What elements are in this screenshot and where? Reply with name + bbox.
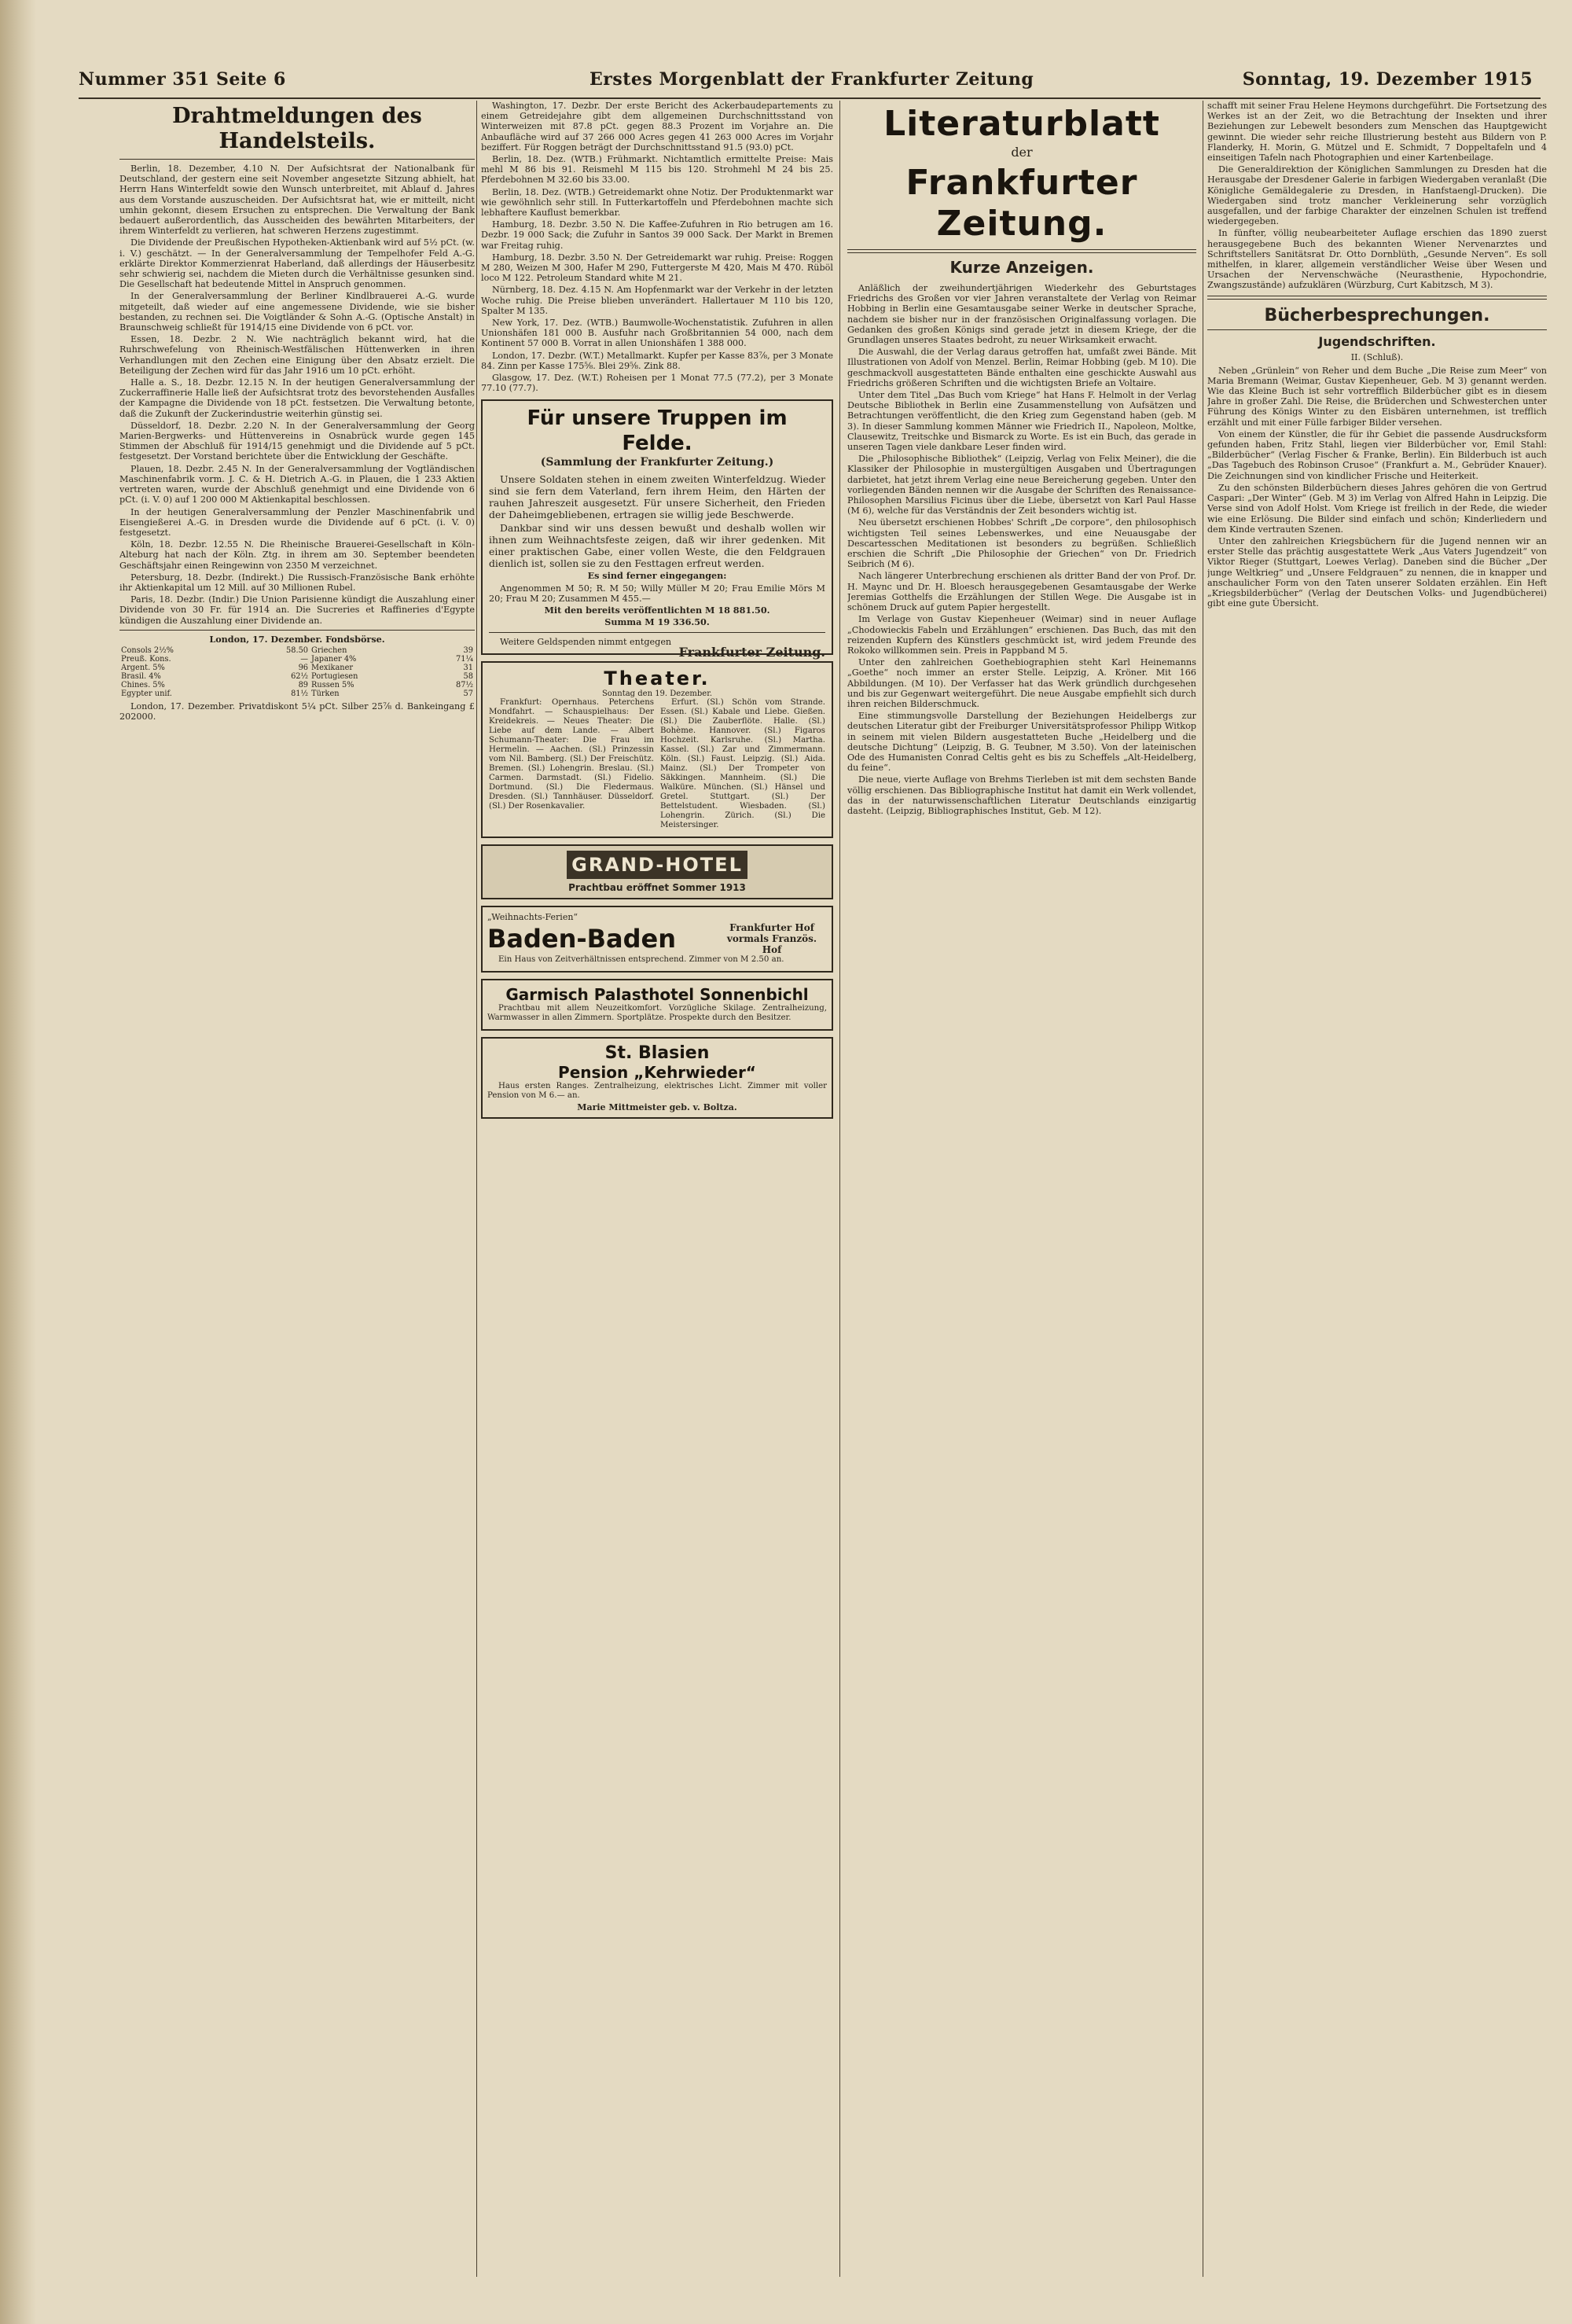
baden-top: „Weihnachts-Ferien“ [487, 911, 578, 922]
troops-received: Es sind ferner eingegangen: [587, 570, 727, 582]
divider [119, 159, 475, 160]
troops-subtitle: (Sammlung der Frankfurter Zeitung.) [540, 456, 774, 469]
troops-sum-previous: Mit den bereits veröffentlichten M 18 881.50. [544, 605, 770, 616]
london-table-row [119, 655, 475, 664]
article-paris: Paris, 18. Dezbr. (Indir.) Die Union Parisienne kündigt die Auszahlung einer Dividende von 30 Fr. für 1914 an. Die Sucreries et Raffineries d'Egypte kündigen die Auszahlung einer Dividende an. [119, 594, 475, 626]
london-table-cell: Japaner 4% [311, 654, 357, 664]
article-washington: Washington, 17. Dezbr. Der erste Bericht des Ackerbaudepartements zu einem Getreidejahre gibt dem allgemeinen Durchschnittsstand von Winterweizen mit 87.8 pCt. gegen 88.3 Prozent im Vorjahre an. Die Anbaufläche wird auf 37 266 000 Acres gegen 41 263 000 Acres im Vorjahr beziffert. Für Roggen beträgt der Durchschnittsstand 91.5 (93.0) pCt. [481, 101, 833, 153]
grand-hotel-name: GRAND-HOTEL [567, 851, 747, 879]
grand-hotel-sub: Prachtbau eröffnet Sommer 1913 [568, 881, 746, 893]
section-jugendschriften: Jugendschriften. [1318, 333, 1436, 349]
ad-grand-hotel [481, 844, 833, 899]
troops-sum-total: Summa M 19 336.50. [604, 616, 710, 628]
masthead-edition: Erstes Morgenblatt der Frankfurter Zeitung [590, 69, 1034, 90]
column-rule [839, 101, 840, 2277]
stblasien-pension: Pension „Kehrwieder“ [558, 1062, 756, 1082]
page-binding-shadow [0, 0, 36, 2324]
london-table-cell: 87½ [456, 680, 473, 689]
london-table-cell: 81½ [291, 689, 309, 698]
section-title-handelsteil: Drahtmeldungen des Handelsteils. [172, 104, 422, 153]
column-markets-and-ads [481, 101, 833, 2277]
column-trade-telegrams [119, 101, 475, 2277]
london-table-cell: Griechen [311, 645, 347, 655]
london-table-row [119, 681, 475, 689]
review-jugend-2: Von einem der Künstler, die für ihr Gebiet die passende Ausdrucksform gefunden haben, Fritz Stahl, liegen vier Bilderbücher vor, Emil Stahl: „Bilderbücher“ (Verlag Fischer & Franke, Berlin). Ein Bilderbuch ist auch „Das Tagebuch des Robinson Crusoe“ (Frankfurt a. M., Gebrüder Knauer). Die Zeichnungen sind von kindlicher Frische und Heiterkeit. [1207, 428, 1547, 481]
review-6: Nach längerer Unterbrechung erschienen als dritter Band der von Prof. Dr. H. Maync und Dr. H. Bloesch herausgegebenen Gesamtausgabe der Werke Jeremias Gotthelfs die Erzählungen der Stillen Wege. Die Ausgabe ist in schönem Druck auf gutem Papier hergestellt. [847, 571, 1196, 613]
london-table-cell: Russen 5% [311, 680, 354, 689]
review-3: Unter dem Titel „Das Buch vom Kriege“ hat Hans F. Helmolt in der Verlag Deutsche Bibliothek in Berlin eine Zusammenstellung von Aufsätzen und Betrachtungen veröffentlicht, die den Krieg zum Gegenstand haben (geb. M 3). In dieser Sammlung kommen Männer wie Friedrich II., Napoleon, Moltke, Clausewitz, Treitschke und Bismarck zu Worte. Es ist ein Buch, das gerade in unseren Tagen viele dankbare Leser finden wird. [847, 390, 1196, 453]
literaturblatt-title: Literaturblatt [883, 104, 1160, 144]
troops-paragraph-2: Dankbar sind wir uns dessen bewußt und deshalb wollen wir ihnen zum Weihnachtsfeste zeigen, daß wir ihrer gedenken. Mit einer praktischen Gabe, einer vollen Weste, die den Feldgrauen dienlich ist, sollen sie zu den Festtagen erfreut werden. [489, 522, 825, 570]
article-berlin-fruehmarkt: Berlin, 18. Dez. (WTB.) Frühmarkt. Nichtamtlich ermittelte Preise: Mais mehl M 86 bis 91. Reismehl M 115 bis 120. Strohmehl M 24 bis 25. Pferdebohnen M 32.60 bis 33.00. [481, 154, 833, 186]
review-jugend-4: Unter den zahlreichen Kriegsbüchern für die Jugend nennen wir an erster Stelle das prächtig ausgestattete Werk „Aus Vaters Jugendzeit“ von Viktor Rieger (Stuttgart, Loewes Verlag). Daneben sind die Bücher „Der junge Weltkrieg“ und „Unsere Feldgrauen“ zu nennen, die in knapper und anschaulicher Form von den Taten unserer Soldaten erzählen. Ein Heft „Kriegsbilderbücher“ (Verlag der Deutschen Volks- und Jugendbücherei) gibt eine gute Übersicht. [1207, 535, 1547, 609]
review-5: Neu übersetzt erschienen Hobbes' Schrift „De corpore“, den philosophisch wichtigsten Teil seines Lebenswerkes, und eine Neuausgabe der Descartesschen Meditationen ist besonders zu begrüßen. Schließlich erschien die Schrift „Die Philosophie der Griechen“ von Dr. Friedrich Seibrich (M 6). [847, 517, 1196, 570]
article-essen: Essen, 18. Dezbr. 2 N. Wie nachträglich bekannt wird, hat die Ruhrschwefelung von Rheinisch-Westfälischen Hüttenwerken in ihren Verhandlungen mit den Zechen eine Einigung über den Absatz erzielt. Die Beteiligung der Zechen wird für das Jahr 1916 um 10 pCt. erhöht. [119, 334, 475, 376]
troops-appeal-box [481, 399, 833, 660]
ad-st-blasien [481, 1037, 833, 1119]
review-jugend-3: Zu den schönsten Bilderbüchern dieses Jahres gehören die von Gertrud Caspari: „Der Winter“ (Geb. M 3) im Verlag von Alfred Hahn in Leipzig. Die Verse sind von Adolf Holst. Vom Kriege ist freilich in der Rede, die wieder wie eine Erlösung. Die Bilder sind einfach und schön; Kinderliedern und dem Kinde vertrauten Szenen. [1207, 482, 1547, 535]
review-4: Die „Philosophische Bibliothek“ (Leipzig, Verlag von Felix Meiner), die die Klassiker der Philosophie in mustergültigen Ausgaben und Übertragungen darbietet, hat jetzt ihrem Verlag eine neue Bereicherung gegeben. Unter den vorliegenden Bänden nennen wir die Ausgabe der Schriften des Renaissance-Philosophen Marsilius Ficinus über die Liebe, übersetzt von Karl Paul Hasse (M 6), welche für das Verständnis der Zeit besonders wichtig ist. [847, 454, 1196, 517]
section-kurze-anzeigen: Kurze Anzeigen. [949, 258, 1094, 277]
troops-title: Für unsere Truppen im Felde. [527, 406, 788, 456]
divider [1207, 329, 1547, 330]
baden-text: Ein Haus von Zeitverhältnissen entsprechend. Zimmer von M 2.50 an. [498, 954, 784, 964]
article-nuernberg: Nürnberg, 18. Dez. 4.15 N. Am Hopfenmarkt war der Verkehr in der letzten Woche ruhig. Die Preise blieben unverändert. Hallertauer M 110 bis 120, Spalter M 135. [481, 285, 833, 316]
stblasien-text: Haus ersten Ranges. Zentralheizung, elektrisches Licht. Zimmer mit voller Pension von M 6.— an. [487, 1081, 827, 1100]
article-glasgow: Glasgow, 17. Dez. (W.T.) Roheisen per 1 Monat 77.5 (77.2), per 3 Monate 77.10 (77.7). [481, 373, 833, 394]
london-table-cell: 71¼ [456, 654, 473, 664]
london-table-cell: Egypter unif. [121, 689, 172, 698]
london-table-cell: — [300, 654, 309, 664]
london-table-cell: Mexikaner [311, 663, 354, 672]
baden-name: Baden-Baden [487, 923, 677, 954]
london-table-row [119, 646, 475, 655]
article-halle: Halle a. S., 18. Dezbr. 12.15 N. In der heutigen Generalversammlung der Zuckerraffinerie Halle ließ der Aufsichtsrat trotz des bevorstehenden Ausfalles der Kampagne die Dividende von 18 pCt. festsetzen. Die Verwaltung betonte, daß die Zukunft der Zuckerindustrie weiterhin günstig sei. [119, 377, 475, 419]
theater-title: Theater. [604, 667, 711, 689]
article-petersburg: Petersburg, 18. Dezbr. (Indirekt.) Die Russisch-Französische Bank erhöhte ihr Aktienkapital um 12 Mill. auf 30 Millionen Rubel. [119, 572, 475, 593]
garmisch-title: Garmisch Palasthotel Sonnenbichl [505, 984, 809, 1004]
london-table-cell: Brasil. 4% [121, 671, 161, 681]
london-table-cell: Türken [311, 689, 340, 698]
continued-text-1: schafft mit seiner Frau Helene Heymons durchgeführt. Die Fortsetzung des Werkes ist an der Zeit, wo die Betrachtung der Insekten und ihrer Beziehungen zur Lebewelt besonders zum Menschen das Hauptgewicht gewinnt. Die wieder sehr reiche Illustrierung besteht aus Bildern von P. Flanderky, H. Morin, G. Mützel und E. Schmidt, 7 Doppeltafeln und 4 einseitigen Tafeln nach Photographien und einer Kartenbeilage. [1207, 101, 1547, 164]
section-part: II. (Schluß). [1350, 351, 1404, 362]
london-table-cell: 58 [463, 671, 473, 681]
article-penzler: In der heutigen Generalversammlung der Penzler Maschinenfabrik und Eisengießerei A.-G. in Dresden wurde die Dividende auf 6 pCt. (i. V. 0) festgesetzt. [119, 506, 475, 538]
divider [119, 630, 475, 631]
london-table-cell: Chines. 5% [121, 680, 165, 689]
literaturblatt-paper: Frankfurter Zeitung. [905, 163, 1138, 244]
divider [847, 249, 1196, 253]
article-berlin-produkten: Berlin, 18. Dez. (WTB.) Getreidemarkt ohne Notiz. Der Produktenmarkt war wie gewöhnlich sehr still. In Futterkartoffeln und Pferdebohnen machte sich lebhaftere Kauflust bemerkbar. [481, 186, 833, 219]
theater-listings [489, 698, 825, 832]
theater-right: Erfurt. (Sl.) Schön vom Strande. Essen. (Sl.) Kabale und Liebe. Gießen. (Sl.) Die Zauberflöte. Halle. (Sl.) Bohème. Hannover. (Sl.) Figaros Hochzeit. Karlsruhe. (Sl.) Martha. Kassel. (Sl.) Zar und Zimmermann. Köln. (Sl.) Faust. Leipzig. (Sl.) Aida. Mainz. (Sl.) Der Trompeter von Säkkingen. Mannheim. (Sl.) Die Walküre. München. (Sl.) Hänsel und Gretel. Stuttgart. (Sl.) Der Bettelstudent. Wiesbaden. (Sl.) Lohengrin. Zürich. (Sl.) Die Meistersinger. [660, 697, 825, 829]
troops-footer-name: Frankfurter Zeitung. [678, 644, 825, 660]
article-newyork: New York, 17. Dez. (WTB.) Baumwolle-Wochenstatistik. Zufuhren in allen Unionshäfen 181 000 B. Ausfuhr nach Großbritannien 54 000, nach dem Kontinent 57 000 B. Vorrat in allen Unionshäfen 1 388 000. [481, 318, 833, 349]
review-7: Im Verlage von Gustav Kiepenheuer (Weimar) sind in neuer Auflage „Chodowieckis Fabeln und Erzählungen“ erschienen. Das Buch, das mit den reizenden Kupfern des Künstlers geschmückt ist, wird jedem Freunde des Rokoko willkommen sein. Preis in Pappband M 5. [847, 614, 1196, 656]
london-discount: London, 17. Dezember. Privatdiskont 5¼ pCt. Silber 25⅞ d. Bankeingang £ 202000. [119, 701, 475, 723]
ad-garmisch [481, 979, 833, 1031]
review-8: Unter den zahlreichen Goethebiographien steht Karl Heinemanns „Goethe“ noch immer an erster Stelle. Leipzig, A. Kröner. Mit 166 Abbildungen. (M 10). Der Verfasser hat das Werk gründlich durchgesehen und bis zur Gegenwart weitergeführt. Die neue Ausgabe empfiehlt sich durch ihren reichen Bilderschmuck. [847, 657, 1196, 709]
london-table-cell: 62½ [291, 671, 309, 681]
article-berlin: Berlin, 18. Dezember, 4.10 N. Der Aufsichtsrat der Nationalbank für Deutschland, der gestern eine seit November angesetzte Sitzung abhielt, hat Herrn Hans Winterfeldt sowie den Wunsch unterbreitet, mit Ablauf d. Jahres aus dem Vorstande auszuscheiden. Der Aufsichtsrat hat, wie er mitteilt, nicht umhin gekonnt, diesem Ersuchen zu entsprechen. Die Verwaltung der Bank bedauert außerordentlich, das Ausscheiden des bewährten Mitarbeiters, der ihrem Winterfeldt zu verlieren, hat schweren Herzens zugestimmt. [119, 164, 475, 237]
divider [1207, 296, 1547, 300]
london-table-cell: 57 [463, 689, 473, 698]
page-number: Nummer 351 Seite 6 [79, 69, 286, 90]
theater-date: Sonntag den 19. Dezember. [601, 689, 713, 698]
continued-text-2: Die Generaldirektion der Königlichen Sammlungen zu Dresden hat die Herausgabe der Dresdener Galerie in farbigen Wiedergaben veranlaßt (Die Königliche Gemäldegalerie zu Dresden, in Hanfstaengl-Drucken). Die Wiedergaben sind trotz mancher Verkleinerung sehr vorzüglich ausgefallen, und der farbige Charakter der einzelnen Schulen ist treffend wiedergegeben. [1207, 164, 1547, 227]
continued-text-3: In fünfter, völlig neubearbeiteter Auflage erschien das 1890 zuerst herausgegebene Buch des bekannten Wiener Nervenarztes und Schriftstellers Sanitätsrat Dr. Otto Dornblüth, „Gesunde Nerven“. Es soll mithelfen, in klarer, allgemein verständlicher Weise über Wesen und Ursachen der Nervenschwäche (Neurasthenie, Hypochondrie, Zwangszustände) aufzuklären (Würzburg, Curt Kabitzsch, M 3). [1207, 228, 1547, 291]
article-preussische-hypotheken: Die Dividende der Preußischen Hypotheken-Aktienbank wird auf 5½ pCt. (w. i. V.) geschätzt. — In der Generalversammlung der Tempelhofer Feld A.-G. erklärte Direktor Kommerzienrat Haberland, daß allerdings der Häuserbesitz sehr schwierig sei, nachdem die Mieten durch die Verhältnisse gesunken sind. Die Gesellschaft hat bedeutende Mittel in Anspruch genommen. [119, 237, 475, 290]
london-table-cell: 39 [463, 645, 473, 655]
london-table-row [119, 689, 475, 698]
stblasien-title: St. Blasien [604, 1042, 710, 1063]
london-table-row [119, 672, 475, 681]
literaturblatt-der: der [1011, 145, 1033, 160]
london-table-cell: 58.50 [285, 645, 309, 655]
article-duesseldorf: Düsseldorf, 18. Dezbr. 2.20 N. In der Generalversammlung der Georg Marien-Bergwerks- und Hüttenvereins in Osnabrück wurde gegen 145 Stimmen der Abschluß für 1914/15 genehmigt und die Dividende auf 5 pCt. festgesetzt. Der Vorstand berichtete über die Entwicklung der Geschäfte. [119, 420, 475, 462]
issue-date: Sonntag, 19. Dezember 1915 [1242, 69, 1533, 90]
london-table-row [119, 664, 475, 672]
theater-left: Frankfurt: Opernhaus. Peterchens Mondfahrt. — Schauspielhaus: Der Kreidekreis. — Neues Theater: Die Liebe auf dem Lande. — Albert Schumann-Theater: Die Frau im Hermelin. — Aachen. (Sl.) Prinzessin vom Nil. Bamberg. (Sl.) Der Freischütz. Bremen. (Sl.) Lohengrin. Breslau. (Sl.) Carmen. Darmstadt. (Sl.) Fidelio. Dortmund. (Sl.) Die Fledermaus. Dresden. (Sl.) Tannhäuser. Düsseldorf. (Sl.) Der Rosenkavalier. [489, 697, 654, 811]
article-london-metall: London, 17. Dezbr. (W.T.) Metallmarkt. Kupfer per Kasse 83⅞, per 3 Monate 84. Zinn per Kasse 175⅝. Blei 29⅝. Zink 88. [481, 350, 833, 371]
section-buecherbesprechungen: Bücherbesprechungen. [1264, 305, 1490, 325]
column-literaturblatt [847, 101, 1196, 2277]
troops-footer-text: Weitere Geldspenden nimmt entgegen [500, 636, 672, 647]
london-table-title: London, 17. Dezember. Fondsbörse. [209, 633, 385, 645]
troops-footer [489, 636, 825, 660]
london-table-cell: 96 [298, 663, 309, 672]
article-koeln: Köln, 18. Dezbr. 12.55 N. Die Rheinische Brauerei-Gesellschaft in Köln-Alteburg hat nach der Köln. Ztg. in ihrem am 30. September beendeten Geschäftsjahr einen Reingewinn von 2350 M verzeichnet. [119, 539, 475, 571]
theater-box [481, 661, 833, 838]
column-buecherbesprechungen [1207, 101, 1547, 2277]
article-hamburg-getreide: Hamburg, 18. Dezbr. 3.50 N. Der Getreidemarkt war ruhig. Preise: Roggen M 280, Weizen M 300, Hafer M 290, Futtergerste M 420, Mais M 470. Rüböl loco M 122. Petroleum Standard white M 21. [481, 252, 833, 284]
column-rule [476, 101, 477, 2277]
divider [489, 632, 825, 633]
baden-hotel: Frankfurter Hof vormals Französ. Hof [726, 921, 817, 955]
troops-donors: Angenommen M 50; R. M 50; Willy Müller M 20; Frau Emilie Mörs M 20; Frau M 20; Zusammen M 455.— [489, 583, 825, 604]
review-1: Anläßlich der zweihundertjährigen Wiederkehr des Geburtstages Friedrichs des Großen vor vier Jahren veranstaltete der Verlag von Reimar Hobbing in Berlin eine Gesamtausgabe seiner Werke in deutscher Sprache, nachdem sie bisher nur in der französischen Originalfassung vorlagen. Die Gedanken des großen Königs sind gerade jetzt in diesem Kriege, der die Grundlagen unseres Staates bedroht, zu neuer Wirksamkeit erwacht. [847, 283, 1196, 346]
review-jugend-1: Neben „Grünlein“ von Reher und dem Buche „Die Reise zum Meer“ von Maria Bremann (Weimar, Gustav Kiepenheuer, Geb. M 3) genannt werden. Wie das Kleine Buch ist sehr vortrefflich Bilderbücher gibt es in diesem Jahre in großer Zahl. Die Reise, die Brüderchen und Schwesterchen unter Führung des Königs Winter zu den Eisbären unternehmen, ist trefflich erzählt und mit einer Fülle farbiger Bilder versehen. [1207, 365, 1547, 428]
article-berliner-kindl: In der Generalversammlung der Berliner Kindlbrauerei A.-G. wurde mitgeteilt, daß wieder auf eine angemessene Dividende, wie sie bisher bestanden, zu rechnen sei. Die Voigtländer & Sohn A.-G. (Optische Anstalt) in Braunschweig schließt für 1914/15 eine Dividende von 6 pCt. vor. [119, 291, 475, 333]
london-table-cell: Argent. 5% [121, 663, 165, 672]
garmisch-text: Prachtbau mit allem Neuzeitkomfort. Vorzügliche Skilage. Zentralheizung, Warmwasser in allen Zimmern. Sportplätze. Prospekte durch den Besitzer. [487, 1003, 827, 1022]
review-10: Die neue, vierte Auflage von Brehms Tierleben ist mit dem sechsten Bande völlig erschienen. Das Bibliographische Institut hat damit ein Werk vollendet, das in der naturwissenschaftlichen Literatur Deutschlands einzigartig dasteht. (Leipzig, Bibliographisches Institut, Geb. M 12). [847, 774, 1196, 816]
stblasien-owner: Marie Mittmeister geb. v. Boltza. [577, 1101, 737, 1112]
london-table-cell: Consols 2½% [121, 645, 174, 655]
london-table-cell: 31 [463, 663, 473, 672]
ad-baden-baden [481, 906, 833, 973]
review-9: Eine stimmungsvolle Darstellung der Beziehungen Heidelbergs zur deutschen Literatur gibt der Freiburger Universitätsprofessor Philipp Witkop in seinem mit vielen Bildern ausgestatteten Buche „Heidelberg und die deutsche Dichtung“ (Leipzig, B. G. Teubner, M 3.50). Von der lateinischen Ode des Humanisten Conrad Celtis geht es bis zu Scheffels „Alt-Heidelberg, du feine“. [847, 711, 1196, 774]
page-header [79, 66, 1541, 99]
troops-paragraph-1: Unsere Soldaten stehen in einem zweiten Winterfeldzug. Wieder sind sie fern dem Vaterland, fern ihrem Heim, den Härten der rauhen Jahreszeit ausgesetzt. Für unsere Sicherheit, den Frieden der Daheimgebliebenen, ertragen sie willig jede Beschwerde. [489, 473, 825, 521]
london-table-cell: Portugiesen [311, 671, 358, 681]
article-plauen: Plauen, 18. Dezbr. 2.45 N. In der Generalversammlung der Vogtländischen Maschinenfabrik vorm. J. C. & H. Dietrich A.-G. in Plauen, die 1 233 Aktien vertreten waren, wurde der Abschluß genehmigt und eine Dividende von 6 pCt. (i. V. 0) auf 1 200 000 M Aktienkapital beschlossen. [119, 463, 475, 506]
review-2: Die Auswahl, die der Verlag daraus getroffen hat, umfaßt zwei Bände. Mit Illustrationen von Adolf von Menzel. Berlin, Reimar Hobbing (geb. M 10). Die geschmackvoll ausgestatteten Bände enthalten eine geschickte Auswahl aus Friedrichs größeren Schriften und die wichtigsten Briefe an Voltaire. [847, 347, 1196, 388]
london-table-cell: Preuß. Kons. [121, 654, 171, 664]
london-table-cell: 89 [298, 680, 309, 689]
article-hamburg-kaffee: Hamburg, 18. Dezbr. 3.50 N. Die Kaffee-Zufuhren in Rio betrugen am 16. Dezbr. 19 000 Sack; die Zufuhr in Santos 39 000 Sack. Der Markt in Bremen war Freitag ruhig. [481, 219, 833, 251]
london-stock-table [119, 646, 475, 698]
